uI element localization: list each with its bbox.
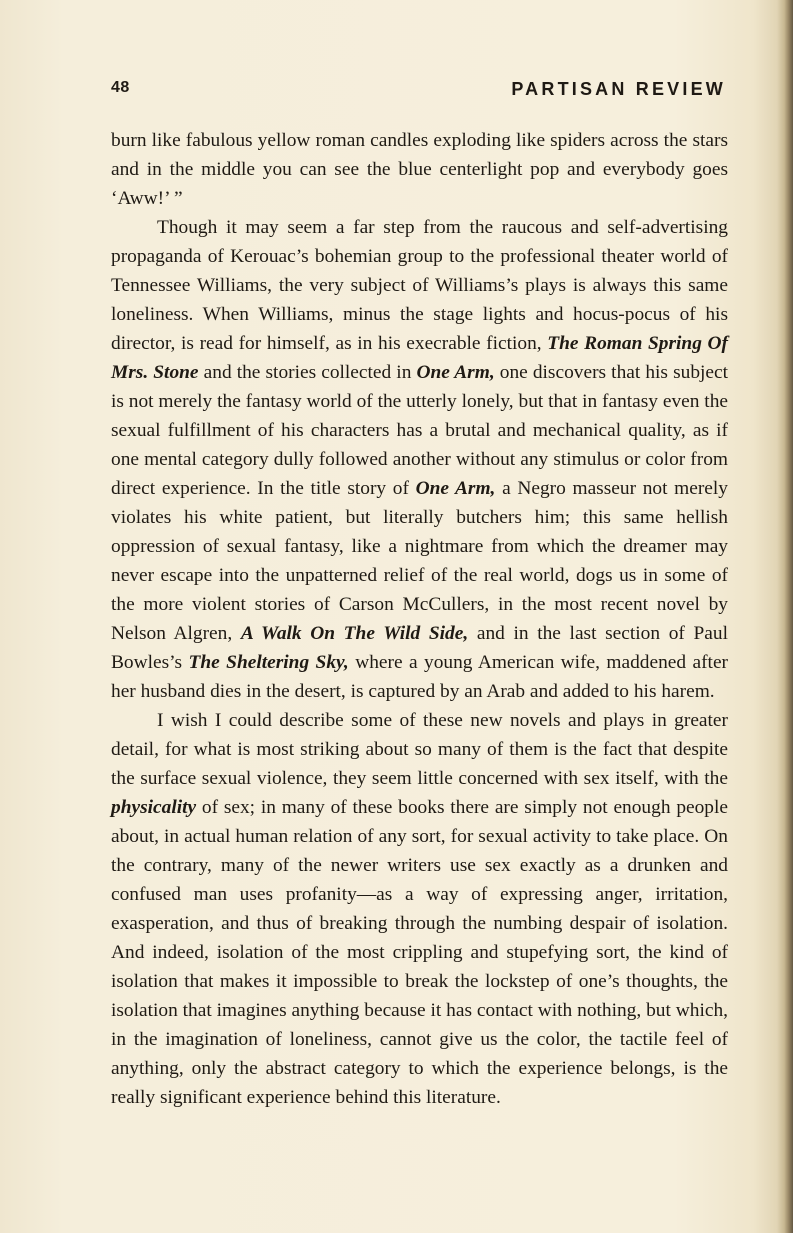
page-number: 48 bbox=[111, 79, 130, 96]
text-segment: I wish I could describe some of these new novels and plays in greater detail, for what is most striking about so many of them is the fact that despite the surface sexual violence, they seem little concerned with sex itself, with the bbox=[111, 710, 728, 789]
text-segment: one discovers that his subject is not merely the fantasy world of the utterly lonely, but that in fantasy even the sexual fulfillment of his characters has a brutal and mechanical quality, as if one mental category dully followed another without any stimulus or color from direct experience. In the title story of bbox=[111, 362, 728, 499]
page-binding-edge bbox=[777, 0, 793, 1233]
text-segment: Though it may seem a far step from the raucous and self-advertising propaganda of Kerouac’s bohemian group to the professional theater world of Tennessee Williams, the very subject of Williams’s plays is always this same loneliness. When Williams, minus the stage lights and hocus-pocus of his director, is read for himself, as in his execrable fiction, bbox=[111, 217, 728, 354]
text-segment: and the stories collected in bbox=[198, 362, 417, 383]
page-header bbox=[111, 79, 726, 105]
text-segment: a Negro masseur not merely violates his white patient, but literally butchers him; this same hellish oppression of sexual fantasy, like a nightmare from which the dreamer may never escape into the unpatterned relief of the real world, dogs us in some of the more violent stories of Carson McCullers, in the most recent novel by Nelson Algren, bbox=[111, 478, 728, 644]
text-segment: burn like fabulous yellow roman candles exploding like spiders across the stars and in the middle you can see the blue centerlight pop and everybody goes ‘Aww!’ ” bbox=[111, 130, 728, 209]
paragraph bbox=[111, 213, 728, 706]
book-title: One Arm, bbox=[416, 362, 495, 383]
emphasized-word: physicality bbox=[111, 797, 197, 818]
book-title: The Sheltering Sky, bbox=[188, 652, 349, 673]
story-title: One Arm, bbox=[415, 478, 496, 499]
body-text bbox=[111, 126, 728, 1112]
book-title: The Roman Spring Of Mrs. Stone bbox=[111, 333, 728, 383]
text-segment: and in the last section of Paul Bowles’s bbox=[111, 623, 728, 673]
paragraph bbox=[111, 706, 728, 1112]
running-head: PARTISAN REVIEW bbox=[511, 79, 726, 99]
text-segment: of sex; in many of these books there are simply not enough people about, in actual human relation of any sort, for sexual activity to take place. On the contrary, many of the newer writers use sex exactly as a drunken and confused man uses profanity—as a way of expressing anger, irritation, exasperation, and thus of breaking through the numbing despair of isolation. And indeed, isolation of the most crippling and stupefying sort, the kind of isolation that makes it impossible to break the lockstep of one’s thoughts, the isolation that imagines anything because it has contact with nothing, but which, in the imagination of loneliness, cannot give us the color, the tactile feel of anything, only the abstract category to which the experience belongs, is the really significant experience behind this literature. bbox=[111, 797, 728, 1108]
paragraph bbox=[111, 126, 728, 213]
book-title: A Walk On The Wild Side, bbox=[240, 623, 469, 644]
text-segment: where a young American wife, maddened after her husband dies in the desert, is captured by an Arab and added to his harem. bbox=[111, 652, 729, 702]
